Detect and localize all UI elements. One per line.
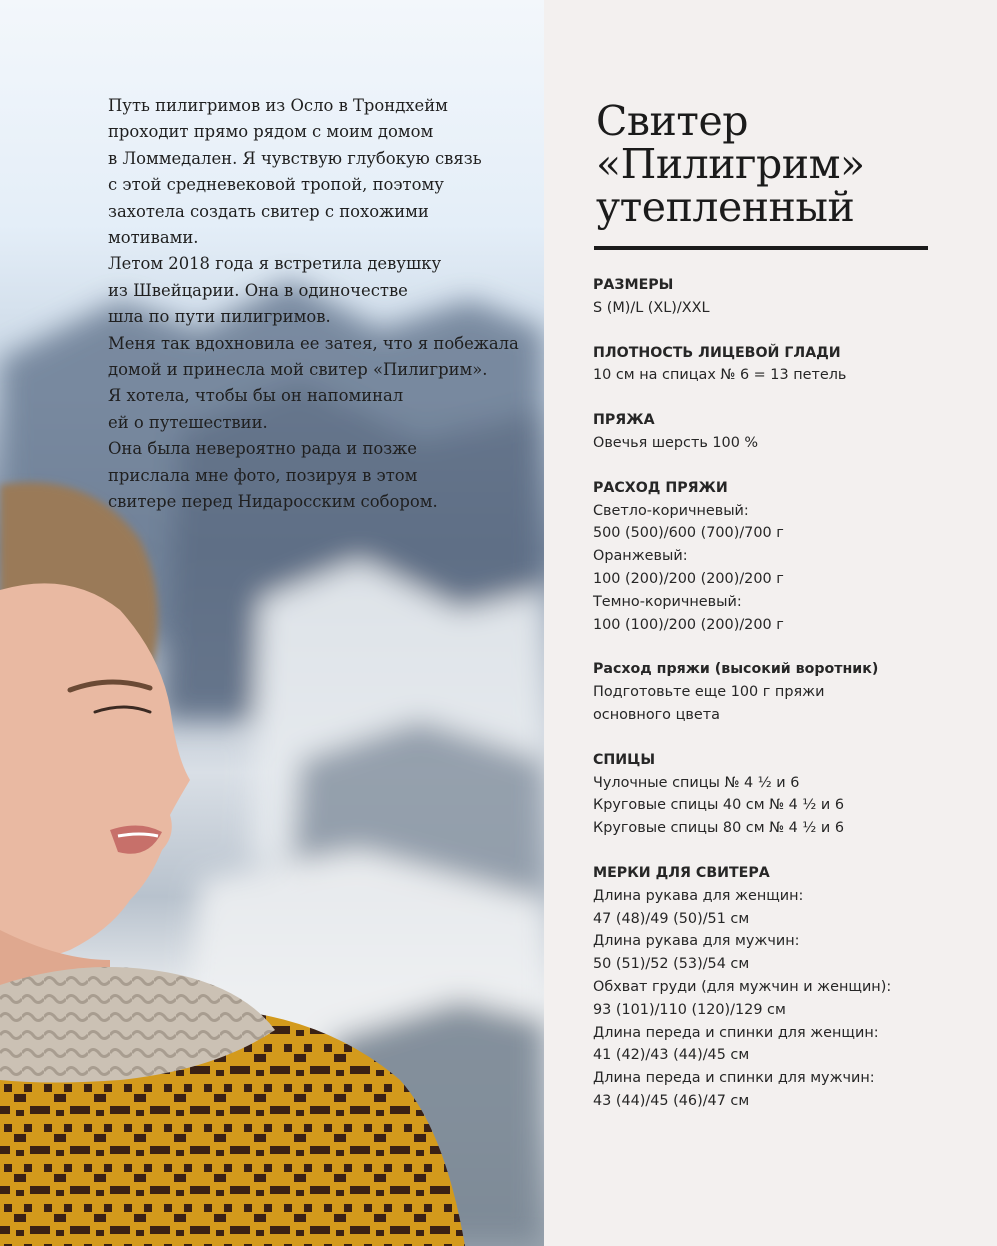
story-line: мотивами. xyxy=(108,228,199,248)
story-line: Меня так вдохновила ее затея, что я побежала xyxy=(108,333,519,353)
pattern-info-panel xyxy=(544,0,997,1246)
story-line: свитере перед Нидаросским собором. xyxy=(108,492,438,512)
story-line: прислала мне фото, позируя в этом xyxy=(108,465,418,485)
section-row: Круговые спицы 40 см № 4 ½ и 6 xyxy=(593,797,845,814)
section-row: Длина переда и спинки для мужчин: xyxy=(593,1070,875,1087)
section-heading: Расход пряжи (высокий воротник) xyxy=(593,661,879,678)
section-heading: МЕРКИ ДЛЯ СВИТЕРА xyxy=(593,864,770,881)
section-row: Темно-коричневый: xyxy=(593,593,742,610)
title-line: утепленный xyxy=(596,183,855,231)
story-line: шла по пути пилигримов. xyxy=(108,307,331,327)
story-line: проходит прямо рядом с моим домом xyxy=(108,122,434,142)
section-heading: ПРЯЖА xyxy=(593,412,655,429)
title-line: Свитер xyxy=(596,97,748,145)
section-row: 100 (200)/200 (200)/200 г xyxy=(593,570,784,587)
section-yarn xyxy=(593,409,983,455)
pattern-title xyxy=(596,97,865,231)
section-row: S (M)/L (XL)/XXL xyxy=(593,299,710,316)
section-heading: ПЛОТНОСТЬ ЛИЦЕВОЙ ГЛАДИ xyxy=(593,344,841,361)
section-measurements xyxy=(593,862,983,1113)
section-sizes xyxy=(593,274,983,320)
section-row: Длина рукава для мужчин: xyxy=(593,933,800,950)
section-row: Чулочные спицы № 4 ½ и 6 xyxy=(593,774,800,791)
story-line: Летом 2018 года я встретила девушку xyxy=(108,254,442,274)
section-row: Подготовьте еще 100 г пряжи xyxy=(593,684,825,701)
section-row: Оранжевый: xyxy=(593,548,688,565)
story-line: ей о путешествии. xyxy=(108,412,268,432)
section-row: Светло-коричневый: xyxy=(593,502,749,519)
title-line: «Пилигрим» xyxy=(596,140,865,188)
section-row: основного цвета xyxy=(593,706,720,723)
section-row: 50 (51)/52 (53)/54 см xyxy=(593,956,750,973)
section-row: Длина рукава для женщин: xyxy=(593,887,804,904)
section-heading: РАСХОД ПРЯЖИ xyxy=(593,479,728,496)
story-line: Она была невероятно рада и позже xyxy=(108,439,417,459)
section-row: Круговые спицы 80 см № 4 ½ и 6 xyxy=(593,820,845,837)
section-row: 43 (44)/45 (46)/47 см xyxy=(593,1092,750,1109)
story-line: Я хотела, чтобы бы он напоминал xyxy=(108,386,404,406)
section-row: 100 (100)/200 (200)/200 г xyxy=(593,616,784,633)
story-line: в Ломмедален. Я чувствую глубокую связь xyxy=(108,148,482,168)
story-line: Путь пилигримов из Осло в Трондхейм xyxy=(108,96,448,115)
section-heading: РАЗМЕРЫ xyxy=(593,277,674,293)
section-row: 500 (500)/600 (700)/700 г xyxy=(593,525,784,542)
section-row: Овечья шерсть 100 % xyxy=(593,434,759,451)
section-row: 10 см на спицах № 6 = 13 петель xyxy=(593,367,847,384)
story-line: из Швейцарии. Она в одиночестве xyxy=(108,280,408,300)
pattern-specs xyxy=(593,274,983,1135)
section-row: Обхват груди (для мужчин и женщин): xyxy=(593,978,892,995)
story-line: с этой средневековой тропой, поэтому xyxy=(108,175,444,195)
section-needles xyxy=(593,749,983,840)
section-heading: СПИЦЫ xyxy=(593,751,656,768)
section-high-collar xyxy=(593,658,983,726)
section-row: Длина переда и спинки для женщин: xyxy=(593,1024,879,1041)
title-divider xyxy=(594,246,928,250)
intro-story xyxy=(108,93,528,516)
story-line: домой и принесла мой свитер «Пилигрим». xyxy=(108,360,488,380)
story-line: захотела создать свитер с похожими xyxy=(108,201,429,221)
section-gauge xyxy=(593,342,983,388)
section-row: 41 (42)/43 (44)/45 см xyxy=(593,1047,750,1064)
section-row: 47 (48)/49 (50)/51 см xyxy=(593,910,750,927)
section-yarn-amount xyxy=(593,477,983,637)
section-row: 93 (101)/110 (120)/129 см xyxy=(593,1001,786,1018)
